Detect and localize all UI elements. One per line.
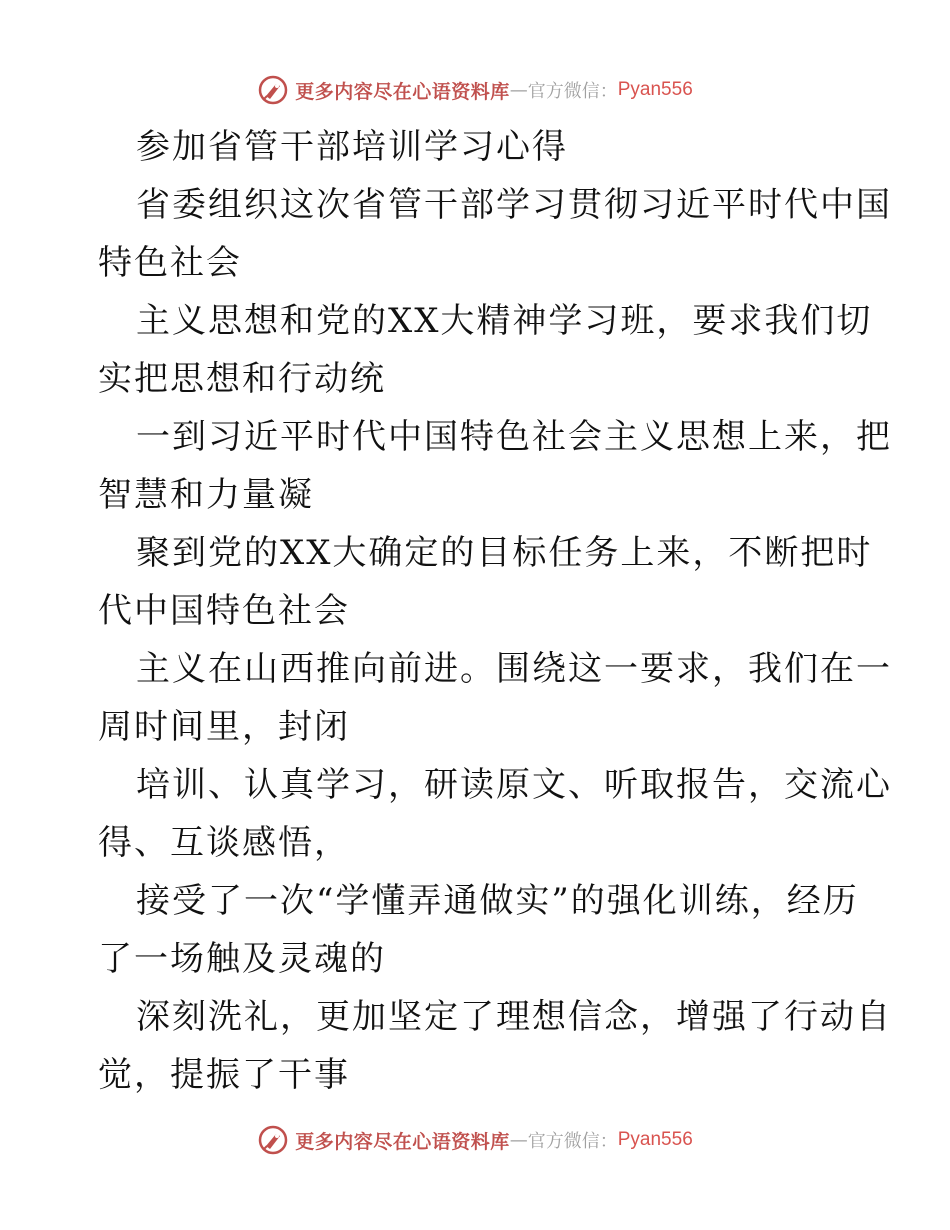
banner-site-text: 更多内容尽在心语资料库 [295, 1130, 510, 1153]
paragraph-line: 得、互谈感悟， [98, 823, 350, 863]
paragraph-line: 主义思想和党的XX大精神学习班，要求我们切 [136, 301, 873, 341]
paragraph-line: 深刻洗礼，更加坚定了理想信念，增强了行动自 [136, 997, 892, 1037]
paragraph-line: 智慧和力量凝 [98, 475, 314, 515]
paragraph-line: 实把思想和行动统 [98, 359, 386, 399]
banner-site-text: 更多内容尽在心语资料库 [295, 80, 510, 103]
banner-wechat-label: 官方微信： [527, 1131, 618, 1152]
paragraph-line: 省委组织这次省管干部学习贯彻习近平时代中国 [136, 185, 892, 225]
document-title: 参加省管干部培训学习心得 [136, 127, 568, 167]
footer-banner [0, 1120, 950, 1160]
paragraph-line: 培训、认真学习，研读原文、听取报告，交流心 [136, 765, 892, 805]
paragraph-line: 接受了一次“学懂弄通做实”的强化训练，经历 [136, 881, 859, 921]
paragraph-line: 觉，提振了干事 [98, 1055, 350, 1095]
banner-separator: — [509, 1129, 528, 1151]
paragraph-line: 一到习近平时代中国特色社会主义思想上来，把 [136, 417, 892, 457]
header-banner [0, 70, 950, 110]
paragraph-line: 代中国特色社会 [98, 591, 350, 631]
paragraph-line: 主义在山西推向前进。围绕这一要求，我们在一 [136, 649, 892, 689]
pen-nib-logo-icon [257, 74, 289, 106]
banner-wechat-id: Pyan556 [617, 79, 693, 100]
banner-wechat-id: Pyan556 [617, 1129, 693, 1150]
banner-separator: — [509, 79, 528, 101]
paragraph-line: 特色社会 [98, 243, 242, 283]
banner-wechat-label: 官方微信： [527, 81, 618, 102]
paragraph-line: 周时间里，封闭 [98, 707, 350, 747]
paragraph-line: 了一场触及灵魂的 [98, 939, 386, 979]
pen-nib-logo-icon [257, 1124, 289, 1156]
paragraph-line: 聚到党的XX大确定的目标任务上来，不断把时 [136, 533, 873, 573]
document-body [98, 118, 892, 1104]
